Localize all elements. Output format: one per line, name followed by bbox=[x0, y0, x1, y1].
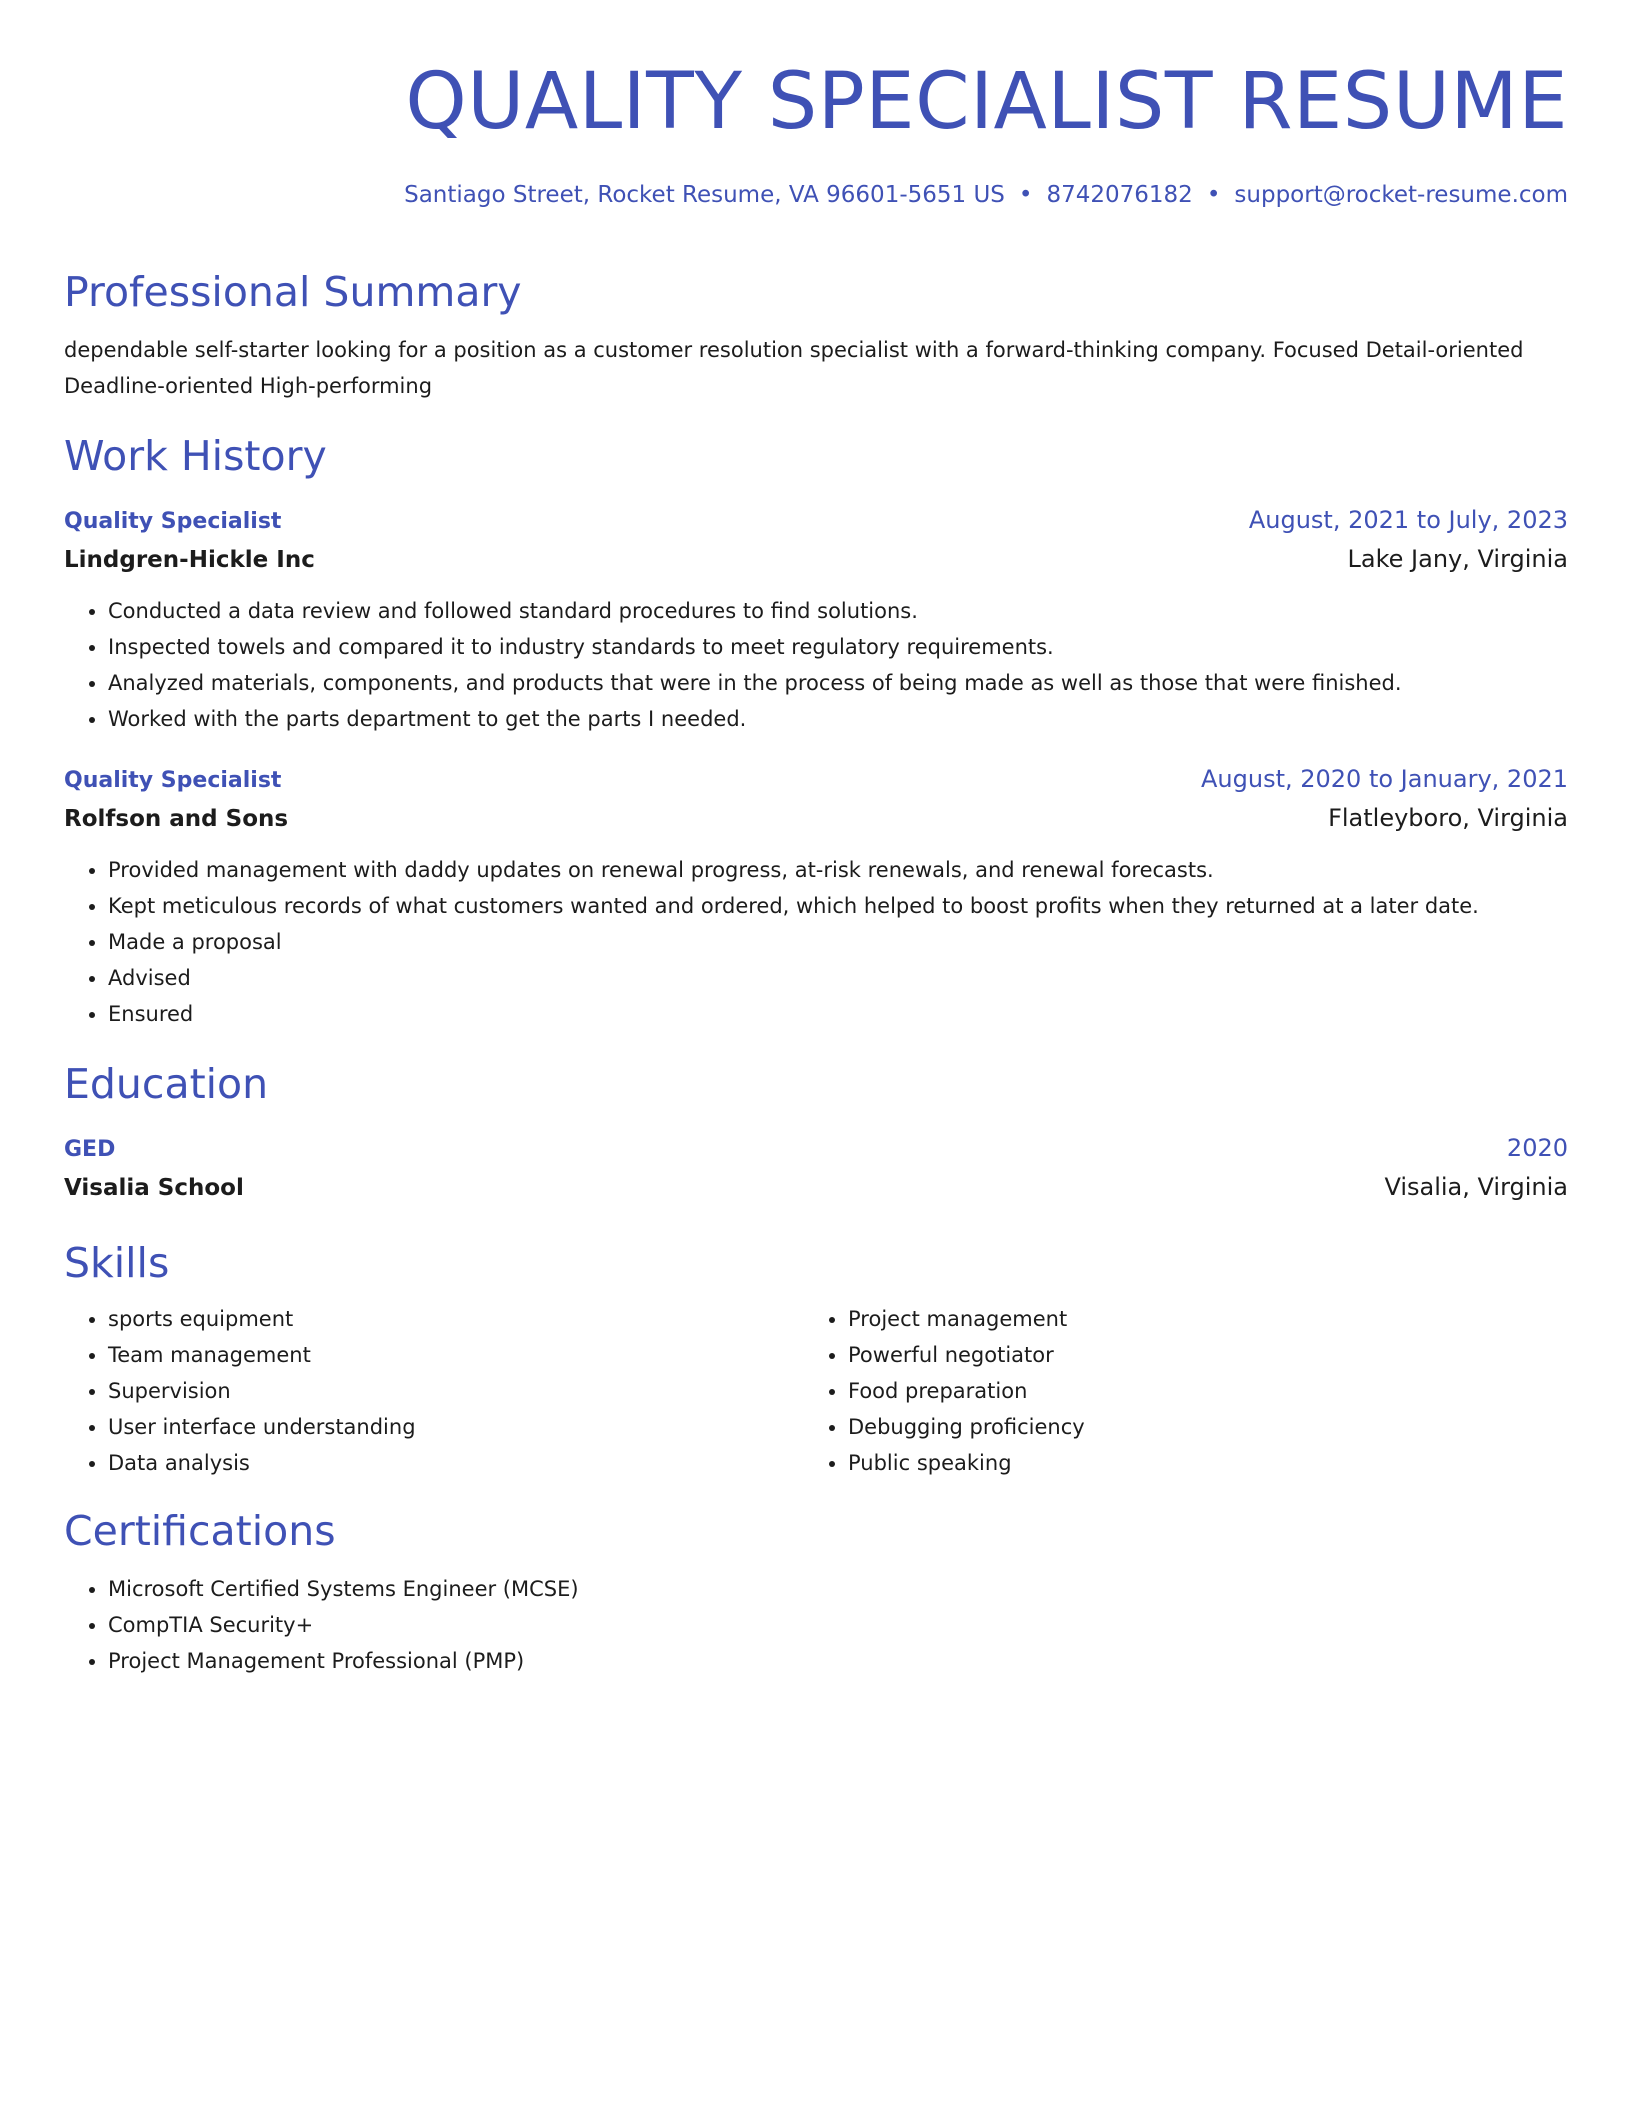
education-header-row bbox=[64, 1130, 1568, 1168]
contact-phone: 8742076182 bbox=[1046, 182, 1193, 208]
job-bullet: • Advised bbox=[108, 960, 1568, 996]
skill-item: • Food preparation bbox=[848, 1373, 1544, 1409]
skills-grid bbox=[64, 1301, 1568, 1481]
job-company: Rolfson and Sons bbox=[64, 806, 289, 832]
job-bullet: • Made a proposal bbox=[108, 924, 1568, 960]
skill-item: • Supervision bbox=[108, 1373, 804, 1409]
skill-item: • Public speaking bbox=[848, 1445, 1544, 1481]
education-school-row bbox=[64, 1168, 1568, 1207]
education-location: Visalia, Virginia bbox=[1384, 1173, 1568, 1201]
job-role: Quality Specialist bbox=[64, 509, 282, 534]
job-bullet: • Provided management with daddy updates on renewal progress, at-risk renewals, and renewal forecasts. bbox=[108, 852, 1568, 888]
resume-header bbox=[64, 52, 1568, 210]
job-company-row bbox=[64, 799, 1568, 838]
job-dates: August, 2020 to January, 2021 bbox=[1201, 765, 1568, 793]
job-bullet: • Analyzed materials, components, and products that were in the process of being made as well as those that were finished. bbox=[108, 665, 1568, 701]
skills-column-left bbox=[64, 1301, 804, 1481]
contact-separator: • bbox=[1206, 182, 1221, 208]
job-location: Flatleyboro, Virginia bbox=[1328, 804, 1568, 832]
section-title-education: Education bbox=[64, 1060, 269, 1108]
skills-list bbox=[804, 1301, 1544, 1481]
skill-item: • User interface understanding bbox=[108, 1409, 804, 1445]
job-entry bbox=[64, 502, 1568, 737]
section-title-summary: Professional Summary bbox=[64, 268, 522, 316]
section-title-skills: Skills bbox=[64, 1239, 170, 1287]
job-role: Quality Specialist bbox=[64, 768, 282, 793]
certification-item: • Project Management Professional (PMP) bbox=[108, 1643, 1568, 1679]
skill-item: • Debugging proficiency bbox=[848, 1409, 1544, 1445]
education-school: Visalia School bbox=[64, 1175, 244, 1201]
job-bullets bbox=[64, 852, 1568, 1032]
section-title-work-history: Work History bbox=[64, 432, 327, 480]
section-title-certifications: Certifications bbox=[64, 1507, 336, 1555]
job-bullet: • Kept meticulous records of what customers wanted and ordered, which helped to boost profits when they returned at a later date. bbox=[108, 888, 1568, 924]
certifications-list bbox=[64, 1571, 1568, 1679]
skills-list bbox=[64, 1301, 804, 1481]
education-degree: GED bbox=[64, 1137, 116, 1162]
job-entry bbox=[64, 761, 1568, 1032]
certification-item: • Microsoft Certified Systems Engineer (MCSE) bbox=[108, 1571, 1568, 1607]
certification-item: • CompTIA Security+ bbox=[108, 1607, 1568, 1643]
skill-item: • sports equipment bbox=[108, 1301, 804, 1337]
job-header-row bbox=[64, 502, 1568, 540]
skill-item: • Powerful negotiator bbox=[848, 1337, 1544, 1373]
education-entry bbox=[64, 1130, 1568, 1207]
job-company-row bbox=[64, 540, 1568, 579]
summary-text: dependable self-starter looking for a position as a customer resolution specialist with a forward-thinking company. Focused Detail-oriented Deadline-oriented High-performing bbox=[64, 338, 1524, 398]
job-company: Lindgren-Hickle Inc bbox=[64, 547, 315, 573]
contact-line bbox=[64, 180, 1568, 210]
contact-email: support@rocket-resume.com bbox=[1234, 182, 1568, 208]
contact-address: Santiago Street, Rocket Resume, VA 96601-5651 US bbox=[404, 182, 1005, 208]
job-dates: August, 2021 to July, 2023 bbox=[1248, 506, 1568, 534]
skill-item: • Team management bbox=[108, 1337, 804, 1373]
job-bullet: • Ensured bbox=[108, 996, 1568, 1032]
job-bullet: • Worked with the parts department to get the parts I needed. bbox=[108, 701, 1568, 737]
contact-separator: • bbox=[1018, 182, 1033, 208]
skills-column-right bbox=[804, 1301, 1544, 1481]
skill-item: • Data analysis bbox=[108, 1445, 804, 1481]
resume-title: QUALITY SPECIALIST RESUME bbox=[405, 57, 1568, 147]
job-bullets bbox=[64, 593, 1568, 737]
job-bullet: • Inspected towels and compared it to industry standards to meet regulatory requirements. bbox=[108, 629, 1568, 665]
job-bullet: • Conducted a data review and followed standard procedures to find solutions. bbox=[108, 593, 1568, 629]
job-header-row bbox=[64, 761, 1568, 799]
skill-item: • Project management bbox=[848, 1301, 1544, 1337]
job-location: Lake Jany, Virginia bbox=[1347, 545, 1568, 573]
education-year: 2020 bbox=[1506, 1134, 1568, 1162]
